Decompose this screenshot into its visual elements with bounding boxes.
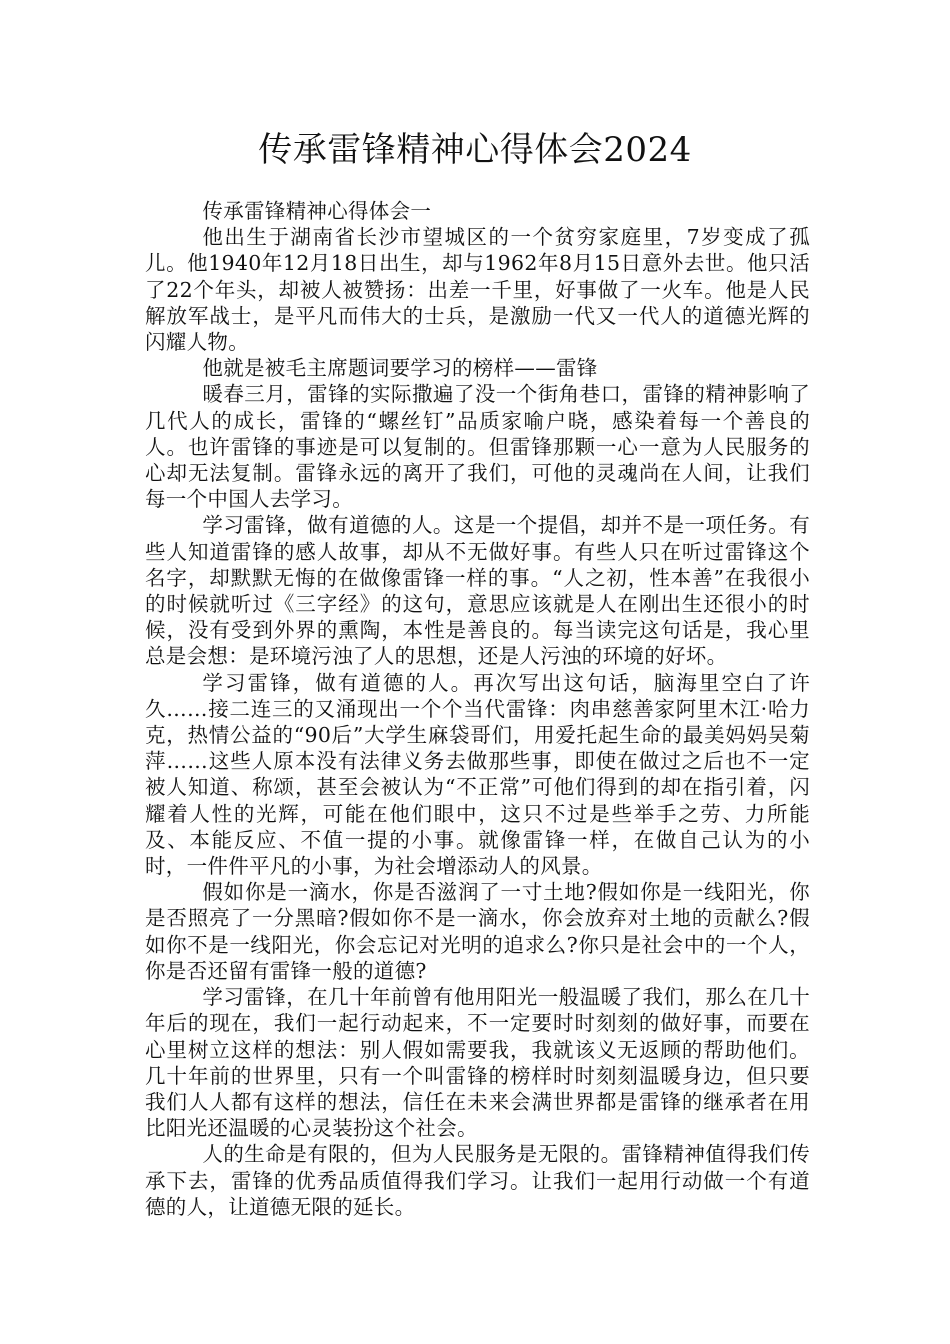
paragraph-section-heading: 传承雷锋精神心得体会一 bbox=[202, 199, 432, 223]
document-body bbox=[145, 198, 810, 1220]
document-title: 传承雷锋精神心得体会2024 bbox=[258, 130, 692, 170]
paragraph-learn-2: 学习雷锋，做有道德的人。再次写出这句话，脑海里空白了许久……接二连三的又涌现出一个个当代雷锋：肉串慈善家阿里木江·哈力克，热情公益的“90后”大学生麻袋哥们，用爱托起生命的最美妈妈吴菊萍……这些人原本没有法律义务去做那些事，即使在做过之后也不一定被人知道、称颂，甚至会被认为“不正常”可他们得到的却在指引着，闪耀着人性的光辉，可能在他们眼中，这只不过是些举手之劳、力所能及、本能反应、不值一提的小事。就像雷锋一样，在做自己认为的小时，一件件平凡的小事，为社会增添动人的风景。 bbox=[145, 670, 810, 879]
paragraph-spring: 暖春三月，雷锋的实际撒遍了没一个街角巷口，雷锋的精神影响了几代人的成长，雷锋的“螺丝钉”品质家喻户晓，感染着每一个善良的人。也许雷锋的事迹是可以复制的。但雷锋那颗一心一意为人民服务的心却无法复制。雷锋永远的离开了我们，可他的灵魂尚在人间，让我们每一个中国人去学习。 bbox=[145, 382, 810, 512]
paragraph-water-drop: 假如你是一滴水，你是否滋润了一寸土地?假如你是一线阳光，你是否照亮了一分黑暗?假如你不是一滴水，你会放弃对土地的贡献么?假如你不是一线阳光，你会忘记对光明的追求么?你只是社会中的一个人，你是否还留有雷锋一般的道德? bbox=[145, 880, 810, 983]
paragraph-role-model: 他就是被毛主席题词要学习的榜样——雷锋 bbox=[202, 356, 598, 381]
paragraph-learn-1: 学习雷锋，做有道德的人。这是一个提倡，却并不是一项任务。有些人知道雷锋的感人故事，却从不无做好事。有些人只在听过雷锋这个名字，却默默无悔的在做像雷锋一样的事。“人之初，性本善”在我很小的时候就听过《三字经》的这句，意思应该就是人在刚出生还很小的时候，没有受到外界的熏陶，本性是善良的。每当读完这句话是，我心里总是会想：是环境污浊了人的思想，还是人污浊的环境的好坏。 bbox=[145, 513, 810, 669]
paragraph-biography: 他出生于湖南省长沙市望城区的一个贫穷家庭里，7岁变成了孤儿。他1940年12月18日出生，却与1962年8月15日意外去世。他只活了22个年头，却被人被赞扬：出差一千里，好事做了一火车。他是人民解放军战士，是平凡而伟大的士兵，是激励一代又一代人的道德光辉的闪耀人物。 bbox=[145, 225, 810, 355]
paragraph-conclusion: 人的生命是有限的，但为人民服务是无限的。雷锋精神值得我们传承下去，雷锋的优秀品质值得我们学习。让我们一起用行动做一个有道德的人，让道德无限的延长。 bbox=[145, 1142, 810, 1219]
paragraph-learn-3: 学习雷锋，在几十年前曾有他用阳光一般温暖了我们，那么在几十年后的现在，我们一起行动起来，不一定要时时刻刻的做好事，而要在心里树立这样的想法：别人假如需要我，我就该义无返顾的帮助他们。几十年前的世界里，只有一个叫雷锋的榜样时时刻刻温暖身边，但只要我们人人都有这样的想法，信任在未来会满世界都是雷锋的继承者在用比阳光还温暖的心灵装扮这个社会。 bbox=[145, 985, 810, 1141]
